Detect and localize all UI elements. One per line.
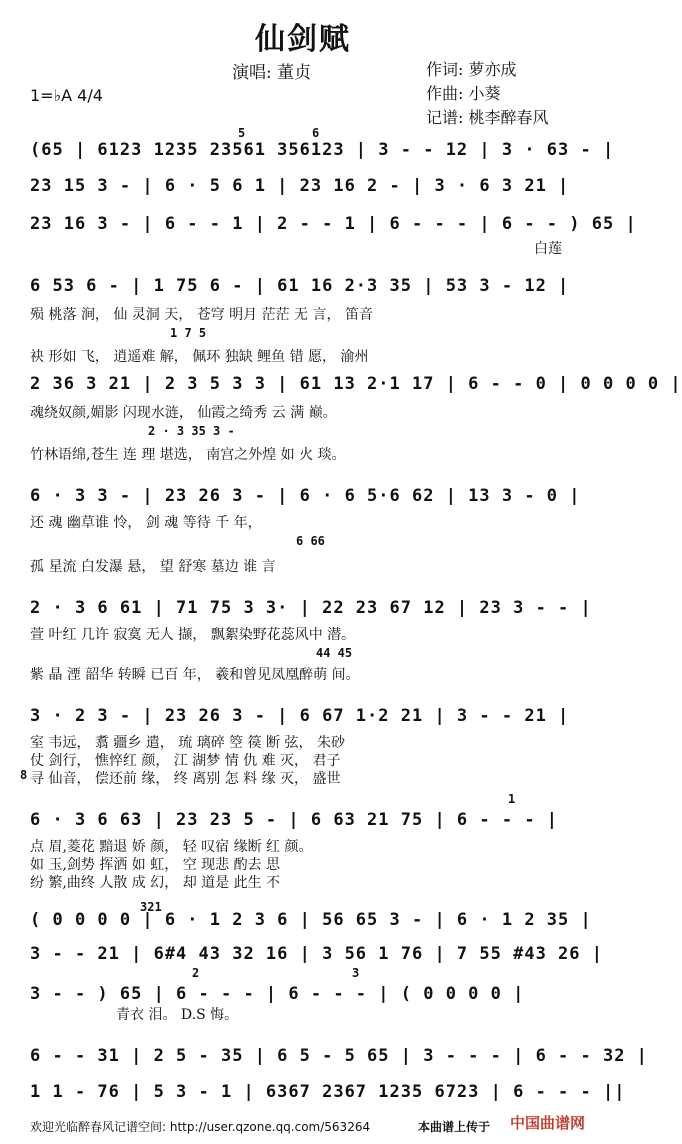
lyric-line: 竹林语绵,苍生 连 理 堪选， 南宫之外煌 如 火 琰。 <box>30 447 346 463</box>
lyric-line: 魂绕奴颜,媚影 闪现水涟， 仙霞之绮秀 云 满 巅。 <box>30 405 337 421</box>
volta-mark: 3 <box>352 966 360 980</box>
volta-mark: 2 <box>192 966 200 980</box>
lyricist-credit: 作词: 萝亦成 <box>426 60 517 79</box>
notation-line: 2 36 3 21 | 2 3 5 3 3 | 61 13 2·1 17 | 6 - - 0 | 0 0 0 0 | <box>30 374 682 394</box>
lyric-line: 孤 星流 白发瀑 悬， 望 舒寒 墓边 谁 言 <box>30 559 276 575</box>
site-logo: 中国曲谱网 <box>510 1114 586 1132</box>
segno-mark: 8 <box>20 768 28 782</box>
lyric-line: 还 魂 幽草谁 怜， 剑 魂 等待 千 年， <box>30 515 262 531</box>
notation-line: 6 · 3 6 63 | 23 23 5 - | 6 63 21 75 | 6 - - - | <box>30 810 559 830</box>
tuplet-mark: 6 <box>312 126 320 140</box>
credits-block <box>426 58 548 130</box>
notation-line: 3 - - ) 65 | 6 - - - | 6 - - - | ( 0 0 0 0 | <box>30 984 525 1004</box>
lyric-line: 点 眉,菱花 黯退 娇 颜， 轻 叹宿 缘断 红 颜。 <box>30 839 313 855</box>
tuplet-mark: 5 <box>238 126 246 140</box>
grace-note-mark: 1 7 5 <box>170 326 207 340</box>
lyric-line: 仗 剑行， 憔悴红 颜， 江 湖梦 情 仇 难 灭， 君子 <box>30 753 341 769</box>
notation-line: 6 - - 31 | 2 5 - 35 | 6 5 - 5 65 | 3 - - - | 6 - - 32 | <box>30 1046 648 1066</box>
lyric-line: 青衣 泪。 D.S 悔。 <box>116 1007 239 1023</box>
composer-credit: 作曲: 小葵 <box>426 84 501 103</box>
transcriber-credit: 记谱: 桃李醉春风 <box>426 108 549 127</box>
grace-note-mark: 321 <box>140 900 162 914</box>
notation-line: 2 · 3 6 61 | 71 75 3 3· | 22 23 67 12 | 23 3 - - | <box>30 598 592 618</box>
notation-line: 3 - - 21 | 6#4 43 32 16 | 3 56 1 76 | 7 55 #43 26 | <box>30 944 603 964</box>
lyric-line: 袂 形如 飞， 逍遥难 解， 佩环 独缺 鲤鱼 错 愿， 渝州 <box>30 349 369 365</box>
lyric-line: 紫 晶 湮 韶华 转瞬 已百 年， 羲和曾见凤凰醉萌 间。 <box>30 667 360 683</box>
lyric-line: 萱 叶红 几许 寂寞 无人 撷， 飘絮染野花蕊风中 潜。 <box>30 627 356 643</box>
lyric-line: 室 韦远， 翥 疆乡 遣， 琉 璃碎 箜 篌 断 弦， 朱砂 <box>30 735 345 751</box>
notation-line: 1 1 - 76 | 5 3 - 1 | 6367 2367 1235 6723 | 6 - - - || <box>30 1082 626 1102</box>
lyric-line: 白莲 <box>534 241 562 257</box>
volta-mark: 1 <box>508 792 516 806</box>
key-signature: 1=♭A 4/4 <box>30 86 103 105</box>
notation-line: 6 53 6 - | 1 75 6 - | 61 16 2·3 35 | 53 3 - 12 | <box>30 276 570 296</box>
singer-credit: 演唱: 董贞 <box>232 63 312 83</box>
lyric-line: 如 玉,剑势 挥洒 如 虹， 空 现悲 酌去 思 <box>30 857 281 873</box>
notation-line: ( 0 0 0 0 | 6 · 1 2 3 6 | 56 65 3 - | 6 · 1 2 35 | <box>30 910 592 930</box>
grace-note-mark: 44 45 <box>316 646 353 660</box>
footer-link-text: 欢迎光临醉春风记谱空间: http://user.qzone.qq.com/563264 <box>30 1120 371 1134</box>
grace-note-mark: 6 66 <box>296 534 325 548</box>
notation-line: 6 · 3 3 - | 23 26 3 - | 6 · 6 5·6 62 | 13 3 - 0 | <box>30 486 581 506</box>
lyric-line: 寻 仙音， 偿还前 缘， 终 离别 怎 料 缘 灭， 盛世 <box>30 771 341 787</box>
notation-line: 23 15 3 - | 6 · 5 6 1 | 23 16 2 - | 3 · 6 3 21 | <box>30 176 570 196</box>
lyric-line: 殒 桃落 涧， 仙 灵洞 天， 苍穹 明月 茫茫 无 言， 笛音 <box>30 307 373 323</box>
notation-line: 23 16 3 - | 6 - - 1 | 2 - - 1 | 6 - - - | 6 - - ) 65 | <box>30 214 637 234</box>
lyric-line: 纷 繁,曲终 人散 成 幻， 却 道是 此生 不 <box>30 875 281 891</box>
song-title: 仙剑赋 <box>255 22 351 57</box>
uploader-note: 本曲谱上传于 <box>418 1120 491 1134</box>
notation-line: (65 | 6123 1235 23561 356123 | 3 - - 12 | 3 · 63 - | <box>30 140 615 160</box>
grace-note-mark: 2 · 3 35 3 - <box>148 424 235 438</box>
notation-line: 3 · 2 3 - | 23 26 3 - | 6 67 1·2 21 | 3 - - 21 | <box>30 706 570 726</box>
